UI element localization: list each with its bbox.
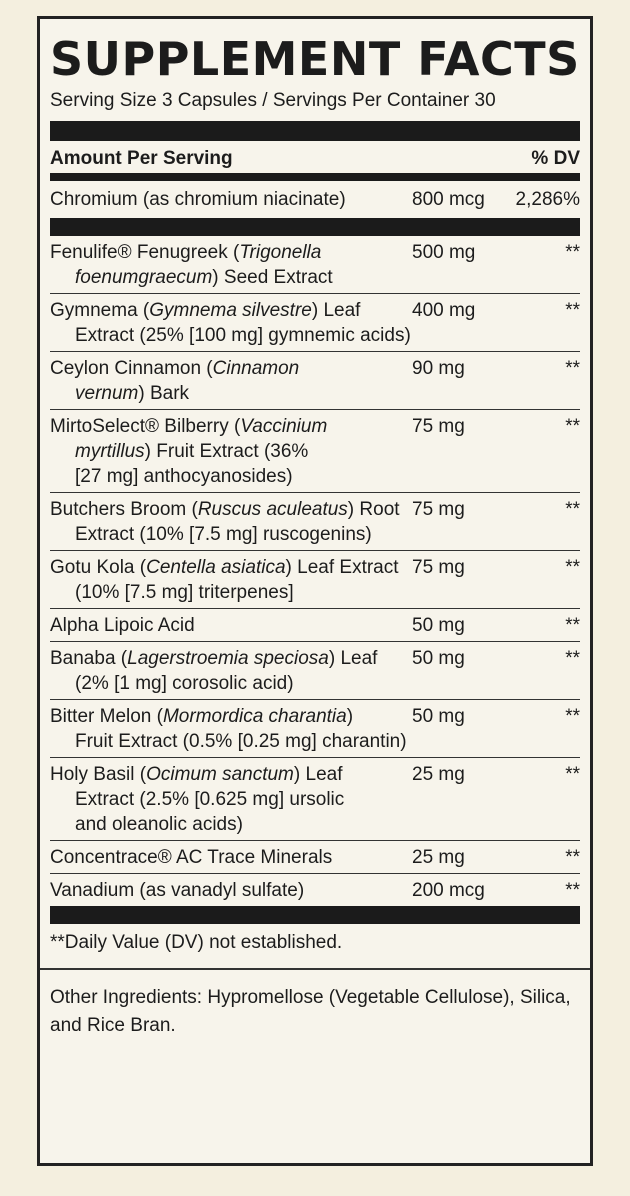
- ingredient-dv: **: [565, 764, 580, 785]
- thick-divider: [50, 121, 580, 141]
- ingredient-name: [50, 704, 412, 754]
- ingredient-name-line: Fruit Extract (0.5% [0.25 mg] charantin): [75, 731, 407, 752]
- ingredient-name: [50, 356, 412, 406]
- ingredient-name-line: Extract (10% [7.5 mg] ruscogenins): [75, 524, 372, 545]
- ingredient-row: [50, 700, 580, 758]
- latin-name: Lagerstroemia speciosa: [127, 648, 329, 669]
- ingredient-dv: **: [565, 847, 580, 868]
- ingredient-name: [50, 613, 412, 638]
- ingredient-name: [50, 414, 412, 489]
- ingredient-list: [50, 236, 580, 906]
- ingredient-row: [50, 841, 580, 874]
- ingredient-dv: **: [565, 358, 580, 379]
- latin-name: Ruscus aculeatus: [197, 499, 348, 520]
- ingredient-name-line: Extract (2.5% [0.625 mg] ursolic: [75, 789, 345, 810]
- ingredient-name: [50, 298, 412, 348]
- latin-name: Vaccinium: [240, 416, 328, 437]
- ingredient-amount: 400 mg: [412, 300, 476, 321]
- ingredient-row: [50, 294, 580, 352]
- ingredient-name: [50, 497, 412, 547]
- ingredient-row: [50, 758, 580, 841]
- footnote: **Daily Value (DV) not established.: [50, 932, 343, 953]
- ingredient-amount: 200 mcg: [412, 880, 485, 901]
- ingredient-name-line: Gymnema (Gymnema silvestre) Leaf: [50, 300, 361, 321]
- ingredient-name: [50, 555, 412, 605]
- latin-name: Trigonella: [239, 242, 322, 263]
- ingredient-name-line: foenumgraecum) Seed Extract: [75, 267, 333, 288]
- nutrient-name: Chromium (as chromium niacinate): [50, 189, 346, 210]
- latin-name: Ocimum sanctum: [146, 764, 294, 785]
- ingredient-name-line: MirtoSelect® Bilberry (Vaccinium: [50, 416, 328, 437]
- supplement-facts-panel: [37, 16, 593, 1166]
- ingredient-row: [50, 609, 580, 642]
- ingredient-dv: **: [565, 242, 580, 263]
- ingredient-amount: 50 mg: [412, 706, 465, 727]
- latin-name: Centella asiatica: [146, 557, 286, 578]
- ingredient-row: [50, 874, 580, 906]
- ingredient-name-line: myrtillus) Fruit Extract (36%: [75, 441, 309, 462]
- ingredient-amount: 75 mg: [412, 416, 465, 437]
- ingredient-dv: **: [565, 880, 580, 901]
- ingredient-name: [50, 845, 412, 870]
- ingredient-dv: **: [565, 416, 580, 437]
- ingredient-amount: 50 mg: [412, 648, 465, 669]
- ingredient-name-line: and oleanolic acids): [75, 814, 243, 835]
- ingredient-amount: 500 mg: [412, 242, 476, 263]
- ingredient-dv: **: [565, 499, 580, 520]
- ingredient-dv: **: [565, 557, 580, 578]
- column-header: [50, 141, 580, 173]
- ingredient-row: [50, 551, 580, 609]
- ingredient-amount: 90 mg: [412, 358, 465, 379]
- ingredient-dv: **: [565, 300, 580, 321]
- latin-name: myrtillus: [75, 441, 145, 462]
- latin-name: foenumgraecum: [75, 267, 213, 288]
- serving-info: Serving Size 3 Capsules / Servings Per Container 30: [50, 90, 496, 111]
- ingredient-name-line: Banaba (Lagerstroemia speciosa) Leaf: [50, 648, 378, 669]
- ingredient-amount: 50 mg: [412, 615, 465, 636]
- thick-divider: [50, 906, 580, 924]
- ingredient-name: [50, 878, 412, 903]
- latin-name: Mormordica charantia: [162, 706, 347, 727]
- panel-title: SUPPLEMENT FACTS: [50, 32, 580, 86]
- ingredient-name-line: [27 mg] anthocyanosides): [75, 466, 293, 487]
- ingredient-name-line: vernum) Bark: [75, 383, 190, 404]
- ingredient-name: [50, 240, 412, 290]
- ingredient-row: [50, 410, 580, 493]
- ingredient-name-line: Holy Basil (Ocimum sanctum) Leaf: [50, 764, 343, 785]
- nutrient-row-chromium: [50, 181, 580, 218]
- latin-name: Cinnamon: [212, 358, 300, 379]
- nutrient-amount: 800 mcg: [412, 189, 485, 210]
- ingredient-name-line: Alpha Lipoic Acid: [50, 615, 195, 636]
- ingredient-amount: 75 mg: [412, 499, 465, 520]
- ingredient-amount: 75 mg: [412, 557, 465, 578]
- thick-divider: [50, 218, 580, 236]
- nutrient-dv: 2,286%: [515, 189, 580, 210]
- other-ingredients: Other Ingredients: Hypromellose (Vegetable Cellulose), Silica, and Rice Bran.: [50, 987, 571, 1036]
- ingredient-row: [50, 493, 580, 551]
- medium-divider: [50, 173, 580, 181]
- ingredient-row: [50, 236, 580, 294]
- latin-name: vernum: [75, 383, 139, 404]
- dv-label: % DV: [531, 148, 580, 169]
- ingredient-dv: **: [565, 706, 580, 727]
- ingredient-dv: **: [565, 648, 580, 669]
- ingredient-name-line: Concentrace® AC Trace Minerals: [50, 847, 333, 868]
- ingredient-name: [50, 646, 412, 696]
- amount-per-serving-label: Amount Per Serving: [50, 148, 233, 169]
- ingredient-amount: 25 mg: [412, 847, 465, 868]
- ingredient-row: [50, 642, 580, 700]
- facts-table: [40, 31, 590, 968]
- latin-name: Gymnema silvestre: [149, 300, 312, 321]
- ingredient-name-line: Bitter Melon (Mormordica charantia): [50, 706, 354, 727]
- ingredient-name-line: (10% [7.5 mg] triterpenes]: [75, 582, 294, 603]
- ingredient-row: [50, 352, 580, 410]
- ingredient-name-line: Ceylon Cinnamon (Cinnamon: [50, 358, 300, 379]
- ingredient-name-line: Vanadium (as vanadyl sulfate): [50, 880, 305, 901]
- ingredient-name-line: Extract (25% [100 mg] gymnemic acids): [75, 325, 411, 346]
- ingredient-name: [50, 762, 412, 837]
- ingredient-name-line: Butchers Broom (Ruscus aculeatus) Root: [50, 499, 400, 520]
- ingredient-amount: 25 mg: [412, 764, 465, 785]
- ingredient-dv: **: [565, 615, 580, 636]
- ingredient-name-line: (2% [1 mg] corosolic acid): [75, 673, 294, 694]
- ingredient-name-line: Gotu Kola (Centella asiatica) Leaf Extract: [50, 557, 399, 578]
- ingredient-name-line: Fenulife® Fenugreek (Trigonella: [50, 242, 322, 263]
